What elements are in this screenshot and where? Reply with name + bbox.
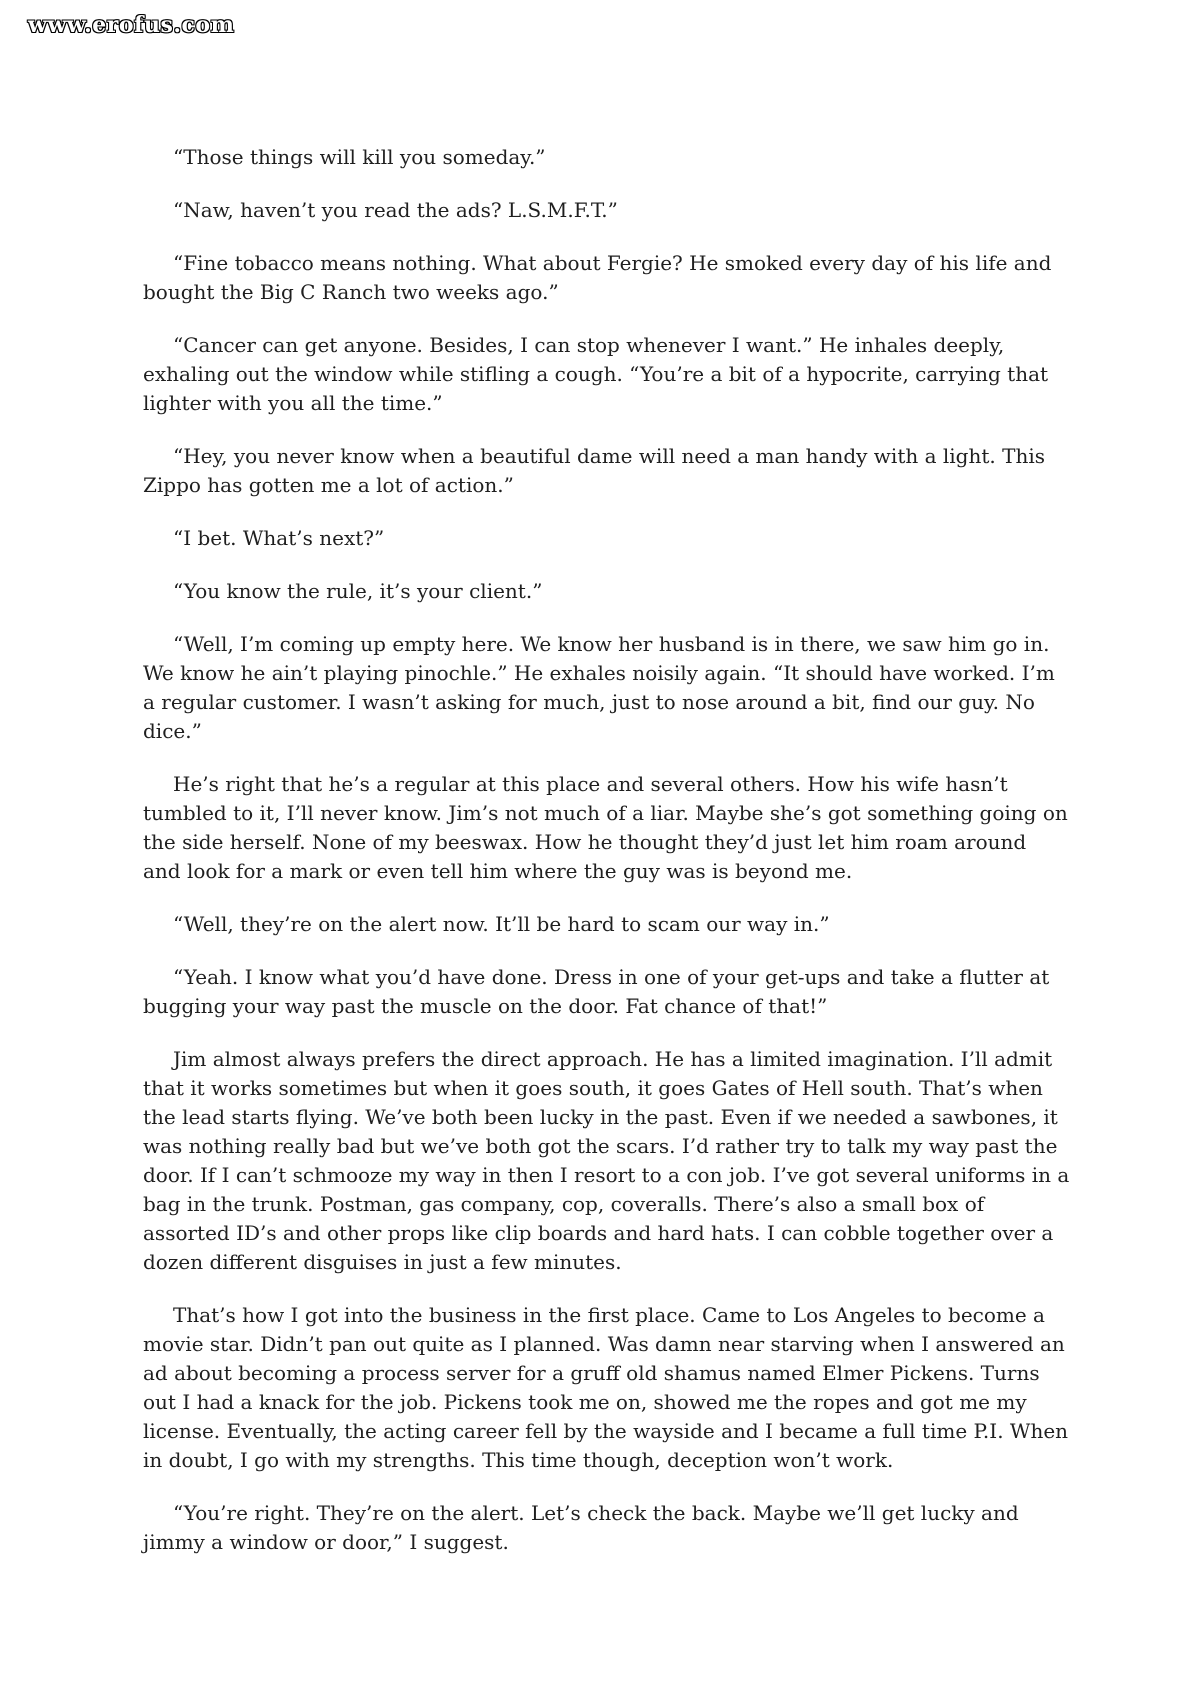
paragraph: “You know the rule, it’s your client.” xyxy=(173,579,543,603)
paragraph: “Cancer can get anyone. Besides, I can stop whenever I want.” He inhales deeply, exhaling out the window while stifling a cough. “You’re a bit of a hypocrite, carrying that lighter with you all the time.” xyxy=(143,333,1049,415)
paragraph: “Those things will kill you someday.” xyxy=(173,145,546,169)
paragraph: “Fine tobacco means nothing. What about Fergie? He smoked every day of his life and bought the Big C Ranch two weeks ago.” xyxy=(143,251,1052,304)
paragraph: That’s how I got into the business in the first place. Came to Los Angeles to become a movie star. Didn’t pan out quite as I planned. Was damn near starving when I answered an ad about becoming a process server for a gruff old shamus named Elmer Pickens. Turns out I had a knack for the job. Pickens took me on, showed me the ropes and got me my license. Eventually, the acting career fell by the wayside and I became a full time P.I. When in doubt, I go with my strengths. This time though, deception won’t work. xyxy=(143,1303,1069,1472)
paragraph: Jim almost always prefers the direct approach. He has a limited imagination. I’ll admit that it works sometimes but when it goes south, it goes Gates of Hell south. That’s when the lead starts flying. We’ve both been lucky in the past. Even if we needed a sawbones, it was nothing really bad but we’ve both got the scars. I’d rather try to talk my way past the door. If I can’t schmooze my way in then I resort to a con job. I’ve got several uniforms in a bag in the trunk. Postman, gas company, cop, coveralls. There’s also a small box of assorted ID’s and other props like clip boards and hard hats. I can cobble together over a dozen different disguises in just a few minutes. xyxy=(143,1047,1070,1274)
paragraph: “Yeah. I know what you’d have done. Dress in one of your get-ups and take a flutter at bugging your way past the muscle on the door. Fat chance of that!” xyxy=(143,965,1050,1018)
paragraph: “Hey, you never know when a beautiful dame will need a man handy with a light. This Zippo has gotten me a lot of action.” xyxy=(143,444,1045,497)
page-body-text xyxy=(143,143,1070,1581)
paragraph: “Well, they’re on the alert now. It’ll be hard to scam our way in.” xyxy=(173,912,830,936)
site-watermark: www.erofus.com xyxy=(28,12,235,38)
paragraph: “You’re right. They’re on the alert. Let’s check the back. Maybe we’ll get lucky and jimmy a window or door,” I suggest. xyxy=(143,1501,1019,1554)
paragraph: “I bet. What’s next?” xyxy=(173,526,385,550)
paragraph: He’s right that he’s a regular at this place and several others. How his wife hasn’t tumbled to it, I’ll never know. Jim’s not much of a liar. Maybe she’s got something going on the side herself. None of my beeswax. How he thought they’d just let him roam around and look for a mark or even tell him where the guy was is beyond me. xyxy=(143,772,1068,883)
paragraph: “Naw, haven’t you read the ads? L.S.M.F.T.” xyxy=(173,198,618,222)
paragraph: “Well, I’m coming up empty here. We know her husband is in there, we saw him go in. We know he ain’t playing pinochle.” He exhales noisily again. “It should have worked. I’m a regular customer. I wasn’t asking for much, just to nose around a bit, find our guy. No dice.” xyxy=(143,632,1055,743)
